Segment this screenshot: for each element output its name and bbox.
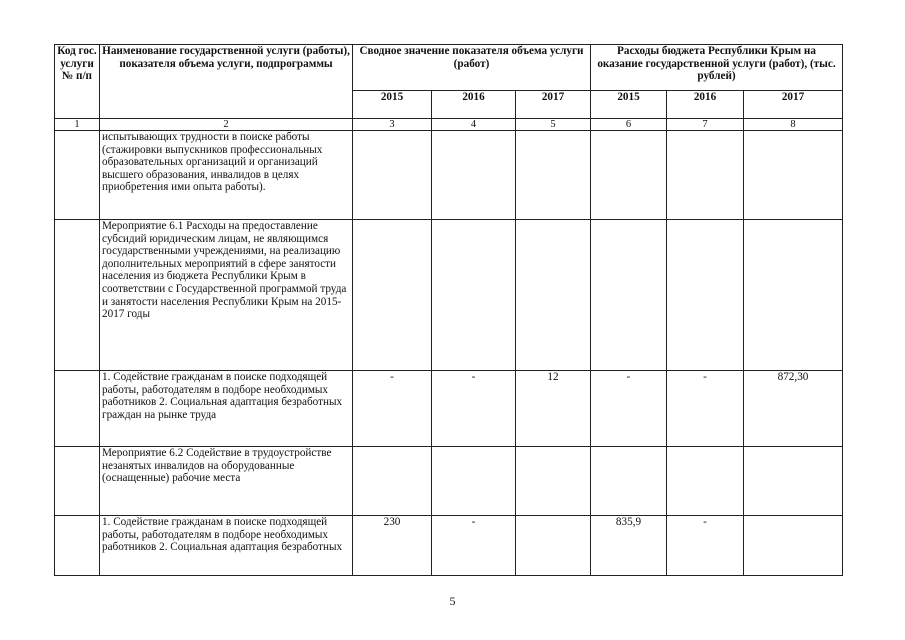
row-code: [55, 447, 100, 516]
volume-2015: -: [353, 371, 432, 447]
year-volume-2016: 2016: [432, 91, 516, 119]
volume-2016: -: [432, 371, 516, 447]
volume-2017: 12: [516, 371, 591, 447]
expense-2015: 835,9: [591, 516, 667, 576]
row-name: Мероприятие 6.1 Расходы на предоставление субсидий юридическим лицам, не являющимся государственными учреждениями, на реализацию дополнительных мероприятий в сфере занятости населения из бюджета Республики Крым в соответствии с Государственной программой труда и занятости населения Республики Крым на 2015-2017 годы: [100, 220, 353, 371]
col-name-header: Наименование государственной услуги (работы), показателя объема услуги, подпрограммы: [100, 45, 353, 119]
expense-2015: [591, 131, 667, 220]
row-name: 1. Содействие гражданам в поиске подходящей работы, работодателям в подборе необходимых работников 2. Социальная адаптация безработных граждан на рынке труда: [100, 371, 353, 447]
expense-2016: [667, 131, 744, 220]
expense-2017: 872,30: [744, 371, 843, 447]
expense-2015: [591, 220, 667, 371]
column-number: 2: [100, 119, 353, 131]
expense-2015: -: [591, 371, 667, 447]
table-row: [55, 516, 843, 576]
column-number: 4: [432, 119, 516, 131]
services-table: [54, 44, 843, 576]
volume-2015: 230: [353, 516, 432, 576]
column-number: 6: [591, 119, 667, 131]
expense-2016: [667, 220, 744, 371]
table-row: [55, 131, 843, 220]
row-code: [55, 131, 100, 220]
volume-2015: [353, 131, 432, 220]
col-expenses-header: Расходы бюджета Республики Крым на оказание государственной услуги (работ), (тыс. рублей): [591, 45, 843, 91]
row-name: Мероприятие 6.2 Содействие в трудоустройстве незанятых инвалидов на оборудованные (оснащенные) рабочие места: [100, 447, 353, 516]
volume-2015: [353, 447, 432, 516]
page-number: 5: [449, 594, 456, 608]
row-name: 1. Содействие гражданам в поиске подходящей работы, работодателям в подборе необходимых работников 2. Социальная адаптация безработных: [100, 516, 353, 576]
expense-2017: [744, 516, 843, 576]
volume-2016: [432, 131, 516, 220]
table-row: [55, 447, 843, 516]
column-number: 7: [667, 119, 744, 131]
table-row: [55, 220, 843, 371]
row-code: [55, 371, 100, 447]
expense-2016: [667, 447, 744, 516]
volume-2017: [516, 516, 591, 576]
volume-2017: [516, 220, 591, 371]
volume-2017: [516, 447, 591, 516]
col-code-header: Код гос. услуги № п/п: [55, 45, 100, 119]
volume-2015: [353, 220, 432, 371]
expense-2017: [744, 447, 843, 516]
row-code: [55, 516, 100, 576]
expense-2017: [744, 220, 843, 371]
volume-2016: [432, 447, 516, 516]
header-row-top: [55, 45, 843, 91]
expense-2017: [744, 131, 843, 220]
year-expenses-2016: 2016: [667, 91, 744, 119]
year-expenses-2017: 2017: [744, 91, 843, 119]
volume-2016: -: [432, 516, 516, 576]
expense-2016: -: [667, 371, 744, 447]
column-number: 3: [353, 119, 432, 131]
col-volume-header: Сводное значение показателя объема услуги (работ): [353, 45, 591, 91]
expense-2016: -: [667, 516, 744, 576]
column-number: 5: [516, 119, 591, 131]
table-row: [55, 371, 843, 447]
expense-2015: [591, 447, 667, 516]
column-number: 8: [744, 119, 843, 131]
row-name: испытывающих трудности в поиске работы (стажировки выпускников профессиональных образовательных организаций и организаций высшего образования, инвалидов в целях приобретения ими опыта работы).: [100, 131, 353, 220]
year-expenses-2015: 2015: [591, 91, 667, 119]
volume-2017: [516, 131, 591, 220]
column-number: 1: [55, 119, 100, 131]
row-code: [55, 220, 100, 371]
year-volume-2017: 2017: [516, 91, 591, 119]
column-numbers-row: [55, 119, 843, 131]
year-volume-2015: 2015: [353, 91, 432, 119]
volume-2016: [432, 220, 516, 371]
